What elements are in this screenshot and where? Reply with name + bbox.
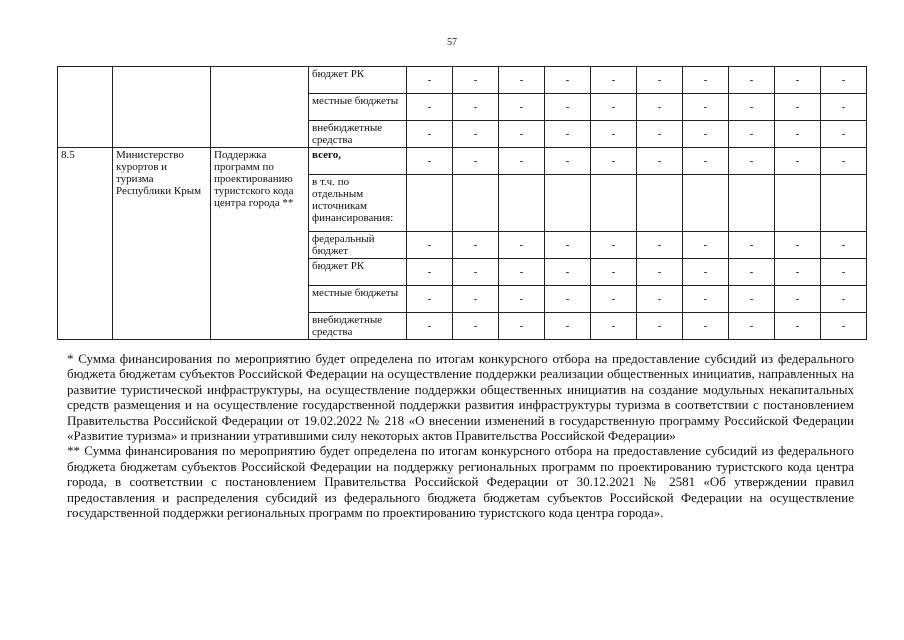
value-cell: - bbox=[591, 94, 637, 121]
funding-source-cell: внебюджетные средства bbox=[309, 121, 407, 148]
value-cell: - bbox=[453, 286, 499, 313]
value-cell bbox=[545, 175, 591, 232]
value-cell: - bbox=[729, 148, 775, 175]
value-cell: - bbox=[637, 148, 683, 175]
funding-source-cell: местные бюджеты bbox=[309, 94, 407, 121]
value-cell: - bbox=[683, 232, 729, 259]
executor-cell: Министерство курортов и туризма Республики Крым bbox=[113, 148, 211, 340]
value-cell: - bbox=[821, 67, 867, 94]
value-cell: - bbox=[591, 121, 637, 148]
value-cell: - bbox=[683, 67, 729, 94]
value-cell: - bbox=[683, 286, 729, 313]
value-cell: - bbox=[683, 313, 729, 340]
value-cell: - bbox=[775, 313, 821, 340]
value-cell: - bbox=[775, 121, 821, 148]
value-cell: - bbox=[453, 67, 499, 94]
value-cell: - bbox=[729, 286, 775, 313]
value-cell: - bbox=[683, 148, 729, 175]
value-cell bbox=[775, 175, 821, 232]
value-cell: - bbox=[637, 232, 683, 259]
value-cell: - bbox=[637, 94, 683, 121]
funding-source-cell: местные бюджеты bbox=[309, 286, 407, 313]
value-cell: - bbox=[637, 286, 683, 313]
value-cell: - bbox=[775, 286, 821, 313]
value-cell: - bbox=[821, 232, 867, 259]
value-cell: - bbox=[407, 67, 453, 94]
footnote-single-asterisk: * Сумма финансирования по мероприятию будет определена по итогам конкурсного отбора на предоставление субсидий из федерального бюджета бюджетам субъектов Российской Федерации на осуществление поддержки реализации общественных инициатив, направленных на развитие туристической инфраструктуры, на осуществление поддержки общественных инициатив на создание модульных некапитальных средств размещения и на осуществление государственной поддержки развития инфраструктуры туризма в соответствии с постановлением Правительства Российской Федерации от 19.02.2022 № 218 «О внесении изменений в государственную программу Российской Федерации «Развитие туризма» и признании утратившими силу некоторых актов Правительства Российской Федерации» bbox=[67, 351, 854, 444]
value-cell: - bbox=[821, 286, 867, 313]
value-cell: - bbox=[591, 232, 637, 259]
value-cell: - bbox=[683, 121, 729, 148]
table-row bbox=[58, 67, 867, 94]
value-cell: - bbox=[591, 313, 637, 340]
value-cell: - bbox=[775, 148, 821, 175]
value-cell: - bbox=[591, 259, 637, 286]
value-cell: - bbox=[775, 67, 821, 94]
value-cell: - bbox=[545, 94, 591, 121]
value-cell: - bbox=[545, 232, 591, 259]
value-cell: - bbox=[453, 232, 499, 259]
value-cell: - bbox=[545, 286, 591, 313]
executor-cell bbox=[113, 67, 211, 148]
event-cell bbox=[211, 67, 309, 148]
value-cell: - bbox=[821, 121, 867, 148]
footnotes bbox=[67, 351, 854, 520]
funding-source-cell: всего, bbox=[309, 148, 407, 175]
value-cell: - bbox=[545, 148, 591, 175]
value-cell: - bbox=[499, 259, 545, 286]
funding-source-cell: федеральный бюджет bbox=[309, 232, 407, 259]
value-cell: - bbox=[407, 313, 453, 340]
value-cell bbox=[637, 175, 683, 232]
value-cell bbox=[821, 175, 867, 232]
value-cell: - bbox=[729, 232, 775, 259]
value-cell: - bbox=[545, 259, 591, 286]
value-cell bbox=[591, 175, 637, 232]
number-cell bbox=[58, 67, 113, 148]
value-cell: - bbox=[591, 286, 637, 313]
value-cell: - bbox=[499, 286, 545, 313]
value-cell bbox=[683, 175, 729, 232]
value-cell: - bbox=[453, 313, 499, 340]
value-cell: - bbox=[407, 94, 453, 121]
value-cell: - bbox=[407, 121, 453, 148]
value-cell: - bbox=[407, 148, 453, 175]
funding-source-cell: бюджет РК bbox=[309, 67, 407, 94]
value-cell: - bbox=[591, 148, 637, 175]
page-number: 57 bbox=[447, 37, 457, 48]
value-cell: - bbox=[775, 232, 821, 259]
value-cell: - bbox=[637, 313, 683, 340]
value-cell: - bbox=[683, 259, 729, 286]
value-cell: - bbox=[499, 313, 545, 340]
funding-source-cell: бюджет РК bbox=[309, 259, 407, 286]
value-cell: - bbox=[821, 148, 867, 175]
value-cell: - bbox=[821, 313, 867, 340]
value-cell: - bbox=[545, 121, 591, 148]
value-cell: - bbox=[729, 121, 775, 148]
value-cell: - bbox=[407, 259, 453, 286]
value-cell: - bbox=[407, 232, 453, 259]
value-cell bbox=[499, 175, 545, 232]
value-cell: - bbox=[775, 259, 821, 286]
value-cell: - bbox=[821, 259, 867, 286]
value-cell: - bbox=[729, 313, 775, 340]
value-cell: - bbox=[545, 67, 591, 94]
value-cell: - bbox=[499, 94, 545, 121]
value-cell: - bbox=[453, 259, 499, 286]
value-cell: - bbox=[637, 67, 683, 94]
value-cell: - bbox=[637, 121, 683, 148]
value-cell: - bbox=[499, 67, 545, 94]
value-cell: - bbox=[729, 94, 775, 121]
value-cell: - bbox=[499, 121, 545, 148]
value-cell: - bbox=[545, 313, 591, 340]
value-cell: - bbox=[729, 259, 775, 286]
table-row bbox=[58, 148, 867, 175]
value-cell: - bbox=[453, 94, 499, 121]
value-cell: - bbox=[453, 148, 499, 175]
value-cell bbox=[407, 175, 453, 232]
value-cell: - bbox=[775, 94, 821, 121]
financing-table bbox=[57, 66, 867, 340]
value-cell: - bbox=[637, 259, 683, 286]
value-cell: - bbox=[499, 232, 545, 259]
value-cell bbox=[453, 175, 499, 232]
value-cell: - bbox=[729, 67, 775, 94]
item-number-cell: 8.5 bbox=[58, 148, 113, 340]
value-cell: - bbox=[499, 148, 545, 175]
value-cell: - bbox=[407, 286, 453, 313]
value-cell bbox=[729, 175, 775, 232]
value-cell: - bbox=[683, 94, 729, 121]
event-cell: Поддержка программ по проектированию туристского кода центра города ** bbox=[211, 148, 309, 340]
funding-source-cell: внебюджетные средства bbox=[309, 313, 407, 340]
value-cell: - bbox=[591, 67, 637, 94]
footnote-double-asterisk: ** Сумма финансирования по мероприятию будет определена по итогам конкурсного отбора на предоставление субсидий из федерального бюджета бюджетам субъектов Российской Федерации на поддержку региональных программ по проектированию туристского кода центра города, в соответствии с постановлением Правительства Российской Федерации от 30.12.2021 № 2581 «Об утверждении правил предоставления и распределения субсидий из федерального бюджета бюджетам субъектов Российской Федерации на осуществление государственной поддержки региональных программ по проектированию туристского кода центра города». bbox=[67, 443, 854, 521]
funding-source-cell: в т.ч. по отдельным источникам финансирования: bbox=[309, 175, 407, 232]
value-cell: - bbox=[821, 94, 867, 121]
value-cell: - bbox=[453, 121, 499, 148]
